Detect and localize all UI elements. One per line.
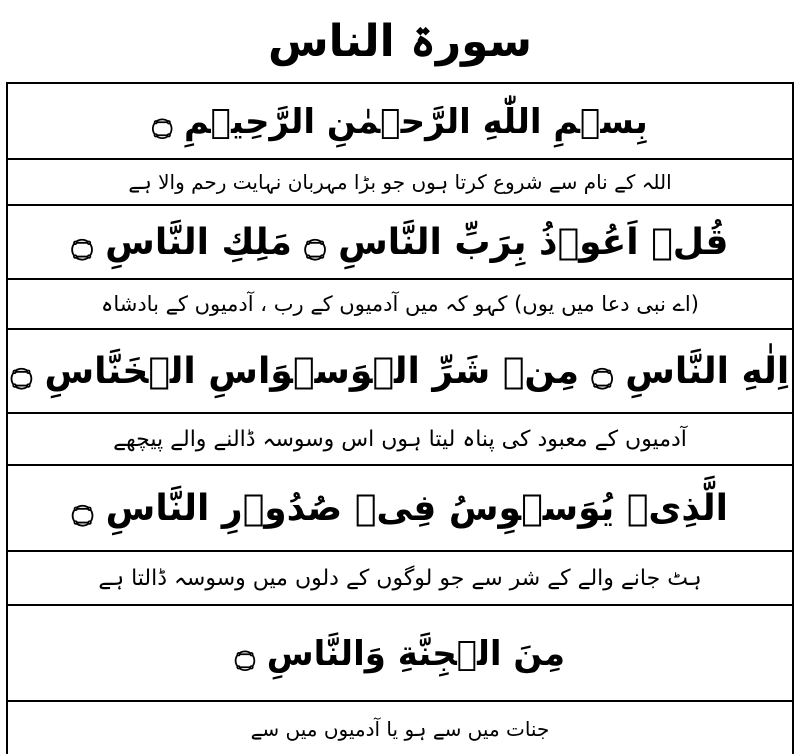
verse-5-translation-row: ہٹ جانے والے کے شر سے جو لوگوں کے دلوں میں وسوسہ ڈالتا ہے [8, 552, 792, 606]
verse-5-row: الَّذِىۡ يُوَسۡوِسُ فِىۡ صُدُوۡرِ النَّاسِ ۝ [8, 466, 792, 552]
verse-1-2-translation-row: (اے نبی دعا میں یوں) کہو کہ میں آدمیوں کے رب ، آدمیوں کے بادشاہ [8, 280, 792, 330]
bismillah-translation-row: اللہ کے نام سے شروع کرتا ہوں جو بڑا مہربان نہایت رحم والا ہے [8, 160, 792, 206]
verse-6-row: مِنَ الۡجِنَّةِ وَالنَّاسِ ۝ [8, 606, 792, 702]
bismillah-row: بِسۡمِ اللّٰهِ الرَّحۡمٰنِ الرَّحِيۡمِ ۝ [8, 84, 792, 160]
verse-3-4-row: اِلٰهِ النَّاسِ ۝ مِنۡ شَرِّ الۡوَسۡوَاسِ الۡخَنَّاسِ ۝ [8, 330, 792, 414]
verse-1-2-row: قُلۡ اَعُوۡذُ بِرَبِّ النَّاسِ ۝ مَلِكِ النَّاسِ ۝ [8, 206, 792, 280]
verse-table [6, 82, 794, 754]
verse-6-translation-row: جنات میں سے ہو یا آدمیوں میں سے [250, 717, 550, 741]
surah-title: سورۃ الناس [267, 15, 533, 67]
verse-3-4-translation-row: آدمیوں کے معبود کی پناہ لیتا ہوں اس وسوسہ ڈالنے والے پیچھے [8, 414, 792, 466]
